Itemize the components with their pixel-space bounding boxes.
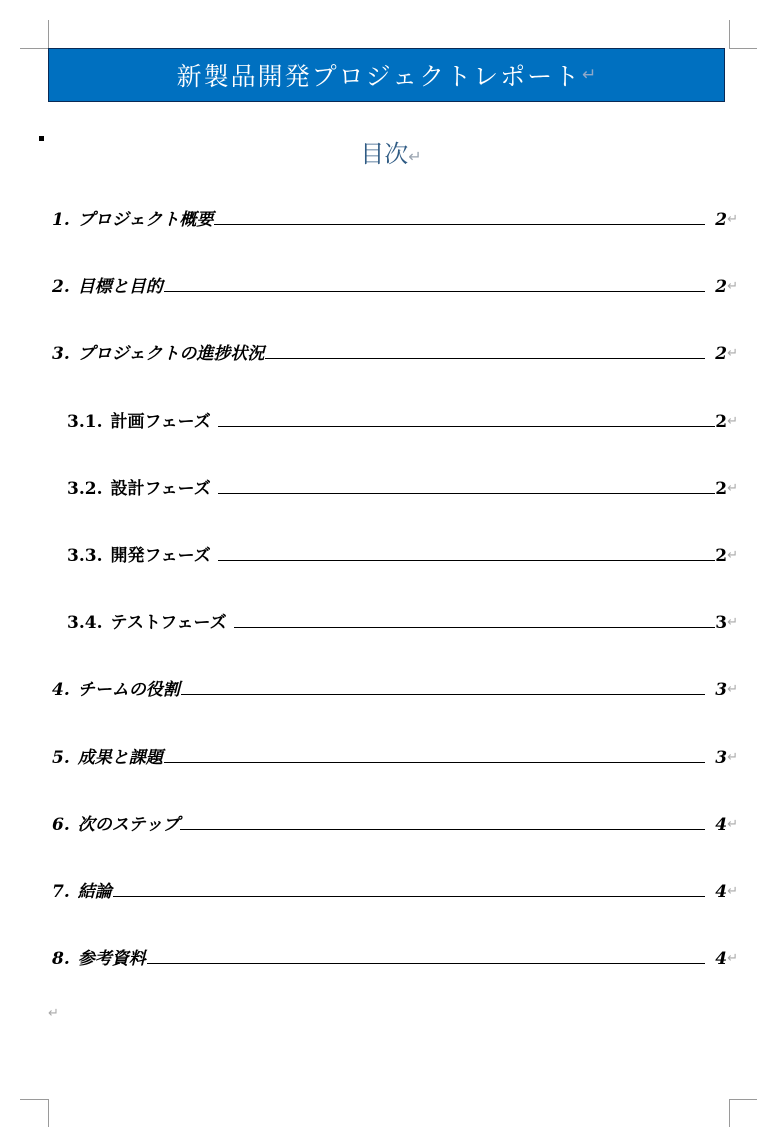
toc-entry-number: 5. bbox=[52, 748, 70, 768]
toc-entry[interactable] bbox=[67, 542, 738, 566]
paragraph-mark-icon: ↵ bbox=[727, 414, 738, 429]
toc-tab-leader bbox=[147, 963, 706, 964]
toc-entry-page-number: 3 bbox=[715, 748, 728, 768]
toc-entry-text: 次のステップ bbox=[77, 815, 180, 835]
toc-entry-text: プロジェクト概要 bbox=[77, 210, 214, 230]
toc-tab-leader bbox=[265, 358, 705, 359]
toc-entry-number: 1. bbox=[52, 210, 70, 230]
paragraph-mark-icon: ↵ bbox=[727, 279, 738, 294]
toc-entry-text: プロジェクトの進捗状況 bbox=[77, 344, 265, 364]
toc-entry-text: チームの役割 bbox=[77, 680, 180, 700]
toc-entry-number: 3.4. bbox=[67, 613, 103, 633]
toc-entry-number: 3.3. bbox=[67, 546, 103, 566]
toc-tab-leader bbox=[164, 291, 706, 292]
toc-entry-number: 3.2. bbox=[67, 479, 103, 499]
toc-entry-text: 目標と目的 bbox=[77, 277, 163, 297]
paragraph-mark-icon: ↵ bbox=[727, 548, 738, 563]
toc-tab-leader bbox=[218, 560, 715, 561]
toc-entry-page-number: 4 bbox=[715, 882, 728, 902]
toc-entry[interactable] bbox=[52, 878, 738, 902]
toc-entry-number: 6. bbox=[52, 815, 70, 835]
toc-entry-page-number: 2 bbox=[715, 344, 728, 364]
paragraph-mark-icon: ↵ bbox=[408, 147, 422, 166]
toc-entry[interactable] bbox=[67, 408, 738, 432]
paragraph-mark-icon: ↵ bbox=[727, 615, 738, 630]
toc-entry-text: 成果と課題 bbox=[77, 748, 163, 768]
toc-entry-page-number: 3 bbox=[715, 680, 728, 700]
toc-entry[interactable] bbox=[52, 945, 738, 969]
toc-tab-leader bbox=[180, 829, 705, 830]
toc-entry-page-number: 2 bbox=[715, 412, 728, 432]
toc-entry-page-number: 4 bbox=[715, 949, 728, 969]
paragraph-mark-icon: ↵ bbox=[727, 682, 738, 697]
toc-entry-number: 8. bbox=[52, 949, 70, 969]
paragraph-mark-icon: ↵ bbox=[727, 884, 738, 899]
toc-entry[interactable] bbox=[52, 273, 738, 297]
toc-entry-number: 3. bbox=[52, 344, 70, 364]
paragraph-mark-icon: ↵ bbox=[727, 212, 738, 227]
toc-entry-page-number: 4 bbox=[715, 815, 728, 835]
paragraph-mark-icon: ↵ bbox=[727, 750, 738, 765]
toc-entry-page-number: 2 bbox=[715, 210, 728, 230]
toc-entry-page-number: 2 bbox=[715, 479, 728, 499]
toc-entry-number: 3.1. bbox=[67, 412, 103, 432]
toc-entry[interactable] bbox=[52, 676, 738, 700]
toc-entry-text: テストフェーズ bbox=[110, 613, 227, 633]
toc-entry[interactable] bbox=[52, 340, 738, 364]
toc-entry-page-number: 3 bbox=[715, 613, 728, 633]
toc-entry[interactable] bbox=[52, 206, 738, 230]
toc-entry-number: 4. bbox=[52, 680, 70, 700]
paragraph-mark-icon: ↵ bbox=[727, 951, 738, 966]
toc-entry-text: 開発フェーズ bbox=[110, 546, 211, 566]
toc-tab-leader bbox=[113, 896, 706, 897]
paragraph-mark-icon: ↵ bbox=[727, 817, 738, 832]
toc-tab-leader bbox=[218, 426, 715, 427]
toc-entry[interactable] bbox=[52, 744, 738, 768]
toc-entry-text: 結論 bbox=[77, 882, 112, 902]
paragraph-mark-icon: ↵ bbox=[727, 481, 738, 496]
paragraph-mark-icon: ↵ bbox=[727, 346, 738, 361]
toc-tab-leader bbox=[214, 224, 705, 225]
toc-entry[interactable] bbox=[52, 811, 738, 835]
toc-entry[interactable] bbox=[67, 475, 738, 499]
toc-entry-page-number: 2 bbox=[715, 546, 728, 566]
toc-entry-page-number: 2 bbox=[715, 277, 728, 297]
toc-entry-text: 計画フェーズ bbox=[110, 412, 211, 432]
empty-paragraph-mark-icon: ↵ bbox=[48, 1006, 59, 1021]
toc-entry[interactable] bbox=[67, 609, 738, 633]
document-title: 新製品開発プロジェクトレポート bbox=[176, 62, 582, 91]
toc-tab-leader bbox=[234, 627, 716, 628]
toc-tab-leader bbox=[164, 762, 706, 763]
toc-heading-text: 目次 bbox=[360, 140, 409, 168]
toc-entry-text: 設計フェーズ bbox=[110, 479, 211, 499]
toc-tab-leader bbox=[218, 493, 715, 494]
toc-tab-leader bbox=[181, 694, 706, 695]
paragraph-mark-icon: ↵ bbox=[582, 65, 597, 85]
toc-entry-number: 7. bbox=[52, 882, 70, 902]
toc-entry-text: 参考資料 bbox=[77, 949, 146, 969]
toc-entry-number: 2. bbox=[52, 277, 70, 297]
